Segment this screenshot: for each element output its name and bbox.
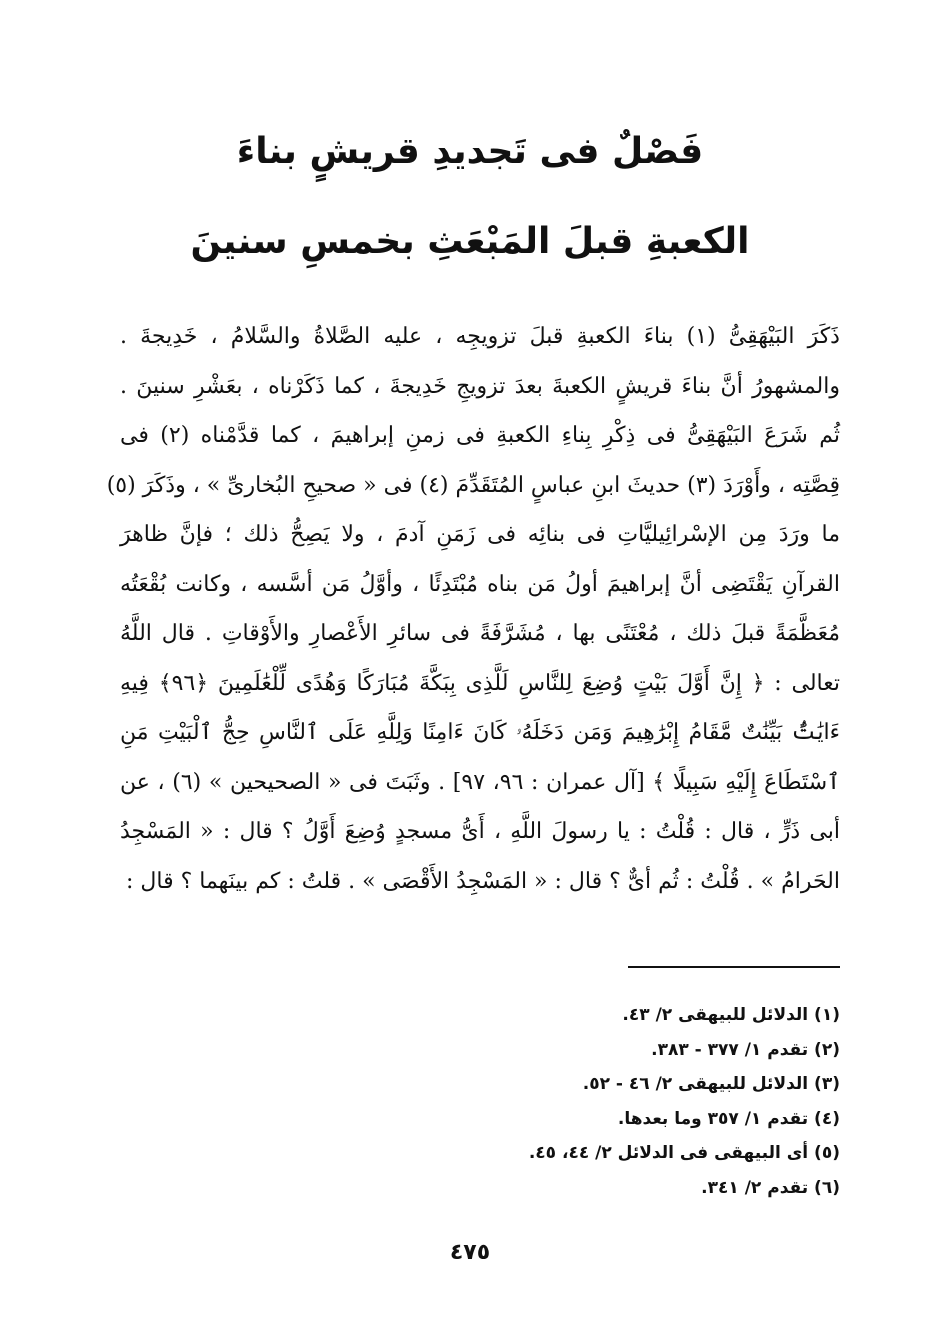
body-line: الحَرامُ » . قُلْتُ : ثُم أىٌّ ؟ قال : « المَسْجِدُ الأَقْصَى » . قلتُ : كم بينَهما ؟ قال : xyxy=(125,868,840,894)
quran-verse-line: ءَايَٰتٌۢ بَيِّنَٰتٌ مَّقَامُ إِبْرَٰهِيمَ وَمَن دَخَلَهُۥ كَانَ ءَامِنًا وَلِلَّهِ عَلَى ٱلنَّاسِ حِجُّ ٱلْبَيْتِ مَنِ xyxy=(120,720,840,745)
body-line: ثُم شَرَعَ البَيْهَقِىُّ فى ذِكْرِ بِناءِ الكعبةِ فى زمنِ إبراهيمَ ، كما قدَّمْناه (٢) فى xyxy=(120,423,840,448)
footnote: (١) الدلائل للبيهقى ٢/ ٤٣. xyxy=(622,1005,840,1025)
body-line: قِصَّتِه ، وأَوْرَدَ (٣) حديثَ ابنِ عباسٍ المُتَقَدِّمَ (٤) فى « صحيحِ البُخارىِّ » ، وذَكَرَ (٥) xyxy=(106,472,840,498)
footnote-separator xyxy=(628,966,840,968)
footnote: (٤) تقدم ١/ ٣٥٧ وما بعدها. xyxy=(617,1108,840,1129)
body-line: والمشهورُ أنَّ بناءَ قريشٍ الكعبةَ بعدَ تزويجِ خَدِيجةَ ، كما ذَكَرْناه ، بعَشْرِ سنينَ . xyxy=(120,373,840,399)
quran-verse-line: ٱسْتَطَاعَ إِلَيْهِ سَبِيلًا ﴾ [آل عمران : ٩٦، ٩٧] . وثَبَتَ فى « الصحيحين » (٦) ، عن xyxy=(120,769,841,795)
footnotes xyxy=(300,998,840,1205)
footnote: (٥) أى البيهقى فى الدلائل ٢/ ٤٤، ٤٥. xyxy=(528,1143,840,1163)
footnote: (٣) الدلائل للبيهقى ٢/ ٤٦ - ٥٢. xyxy=(582,1074,840,1094)
body-line: مُعَظَّمَةً قبلَ ذلك ، مُعْتَنًى بها ، مُشَرَّفَةً فى سائرِ الأَعْصارِ والأَوْقاتِ . قال اللَّهُ xyxy=(120,621,840,646)
footnote: (٢) تقدم ١/ ٣٧٧ - ٣٨٣. xyxy=(651,1039,840,1060)
chapter-title-line-2: الكعبةِ قبلَ المَبْعَثِ بخمسِ سنينَ xyxy=(190,221,750,262)
body-line: ذَكَرَ البَيْهَقِىُّ (١) بناءَ الكعبةِ قبلَ تزويجِه ، عليه الصَّلاةُ والسَّلامُ ، خَدِيجةَ . xyxy=(120,324,840,349)
quran-verse-line: تعالى : ﴿ إِنَّ أَوَّلَ بَيْتٍ وُضِعَ لِلنَّاسِ لَلَّذِى بِبَكَّةَ مُبَارَكًا وَهُدًى لِّلْعَٰلَمِينَ ﴿٩٦﴾ فِيهِ xyxy=(120,670,840,696)
page-number: ٤٧٥ xyxy=(449,1240,491,1265)
body-line: ما ورَدَ مِن الإسْرائِيليَّاتِ فى بنائِه فى زَمَنِ آدمَ ، ولا يَصِحُّ ذلك ؛ فإنَّ ظاهرَ xyxy=(120,522,840,547)
footnote: (٦) تقدم ٢/ ٣٤١. xyxy=(701,1177,840,1198)
body-text xyxy=(106,312,841,906)
body-line: القرآنِ يَقْتَضِى أنَّ إبراهيمَ أولُ مَن بناه مُبْتَدِئًا ، وأوَّلُ مَن أسَّسه ، وكانت بُقْعَتُه xyxy=(120,571,840,597)
chapter-title-line-1: فَصْلٌ فى تَجديدِ قريشٍ بناءَ xyxy=(236,131,704,172)
body-line: أبى ذَرٍّ ، قال : قُلْتُ : يا رسولَ اللَّهِ ، أَىُّ مسجدٍ وُضِعَ أَوَّلُ ؟ قال : « المَسْجِدُ xyxy=(120,819,840,844)
